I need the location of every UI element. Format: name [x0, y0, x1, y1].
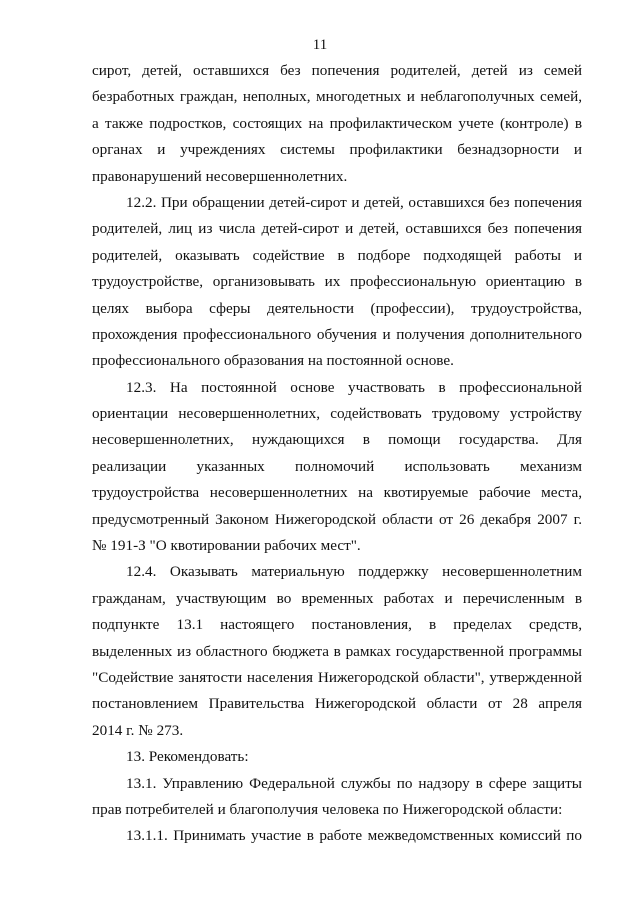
- paragraph-12-4-line: 12.4. Оказывать материальную поддержку несовершеннолетним: [126, 563, 582, 581]
- paragraph-12-2-line: 12.2. При обращении детей-сирот и детей, оставшихся без попечения: [126, 193, 582, 211]
- paragraph-12-4-line: гражданам, участвующим во временных работах и перечисленным в: [92, 589, 582, 607]
- paragraph-12-3-line: несовершеннолетних, нуждающихся в помощи государства. Для: [92, 431, 582, 449]
- paragraph-1-line: а также подростков, состоящих на профилактическом учете (контроле) в: [92, 114, 582, 132]
- paragraph-12-3-line: 12.3. На постоянной основе участвовать в профессиональной: [126, 378, 582, 396]
- paragraph-13-line: 13. Рекомендовать:: [126, 748, 249, 766]
- paragraph-12-2-line: целях выбора сферы деятельности (профессии), трудоустройства,: [92, 299, 582, 317]
- paragraph-12-3-line: предусмотренный Законом Нижегородской области от 26 декабря 2007 г.: [92, 510, 582, 528]
- paragraph-1-line: органах и учреждениях системы профилактики безнадзорности и: [92, 141, 582, 159]
- paragraph-12-3-line: ориентации несовершеннолетних, содействовать трудовому устройству: [92, 405, 582, 423]
- paragraph-13-1-1-line: 13.1.1. Принимать участие в работе межведомственных комиссий по: [126, 827, 582, 845]
- paragraph-12-3-line: № 191-З "О квотировании рабочих мест".: [92, 537, 361, 555]
- paragraph-12-2-line: родителей, оказывать содействие в подборе подходящей работы и: [92, 246, 582, 264]
- paragraph-12-3-line: реализации указанных полномочий использовать механизм: [92, 457, 582, 475]
- document-body: [92, 58, 582, 850]
- paragraph-1-line: сирот, детей, оставшихся без попечения родителей, детей из семей: [92, 62, 582, 79]
- paragraph-12-4-line: постановлением Правительства Нижегородской области от 28 апреля: [92, 695, 582, 713]
- paragraph-12-4-line: подпункте 13.1 настоящего постановления, в пределах средств,: [92, 616, 582, 634]
- paragraph-12-4-line: 2014 г. № 273.: [92, 721, 184, 739]
- paragraph-12-2-line: прохождения профессионального обучения и получения дополнительного: [92, 325, 582, 343]
- paragraph-13-1-line: прав потребителей и благополучия человека по Нижегородской области:: [92, 800, 563, 818]
- paragraph-1-line: правонарушений несовершеннолетних.: [92, 167, 348, 185]
- paragraph-12-4-line: выделенных из областного бюджета в рамках государственной программы: [92, 642, 582, 660]
- paragraph-12-2-line: профессионального образования на постоянной основе.: [92, 352, 454, 370]
- paragraph-12-2-line: трудоустройстве, организовывать их профессиональную ориентацию в: [92, 273, 582, 291]
- paragraph-12-4-line: "Содействие занятости населения Нижегородской области", утвержденной: [92, 668, 582, 686]
- paragraph-13-1-line: 13.1. Управлению Федеральной службы по надзору в сфере защиты: [126, 774, 582, 792]
- paragraph-1-line: безработных граждан, неполных, многодетных и неблагополучных семей,: [92, 88, 582, 106]
- paragraph-12-3-line: трудоустройства несовершеннолетних на квотируемые рабочие места,: [92, 484, 582, 502]
- page-number: 11: [312, 37, 328, 53]
- paragraph-12-2-line: родителей, лиц из числа детей-сирот и детей, оставшихся без попечения: [92, 220, 582, 238]
